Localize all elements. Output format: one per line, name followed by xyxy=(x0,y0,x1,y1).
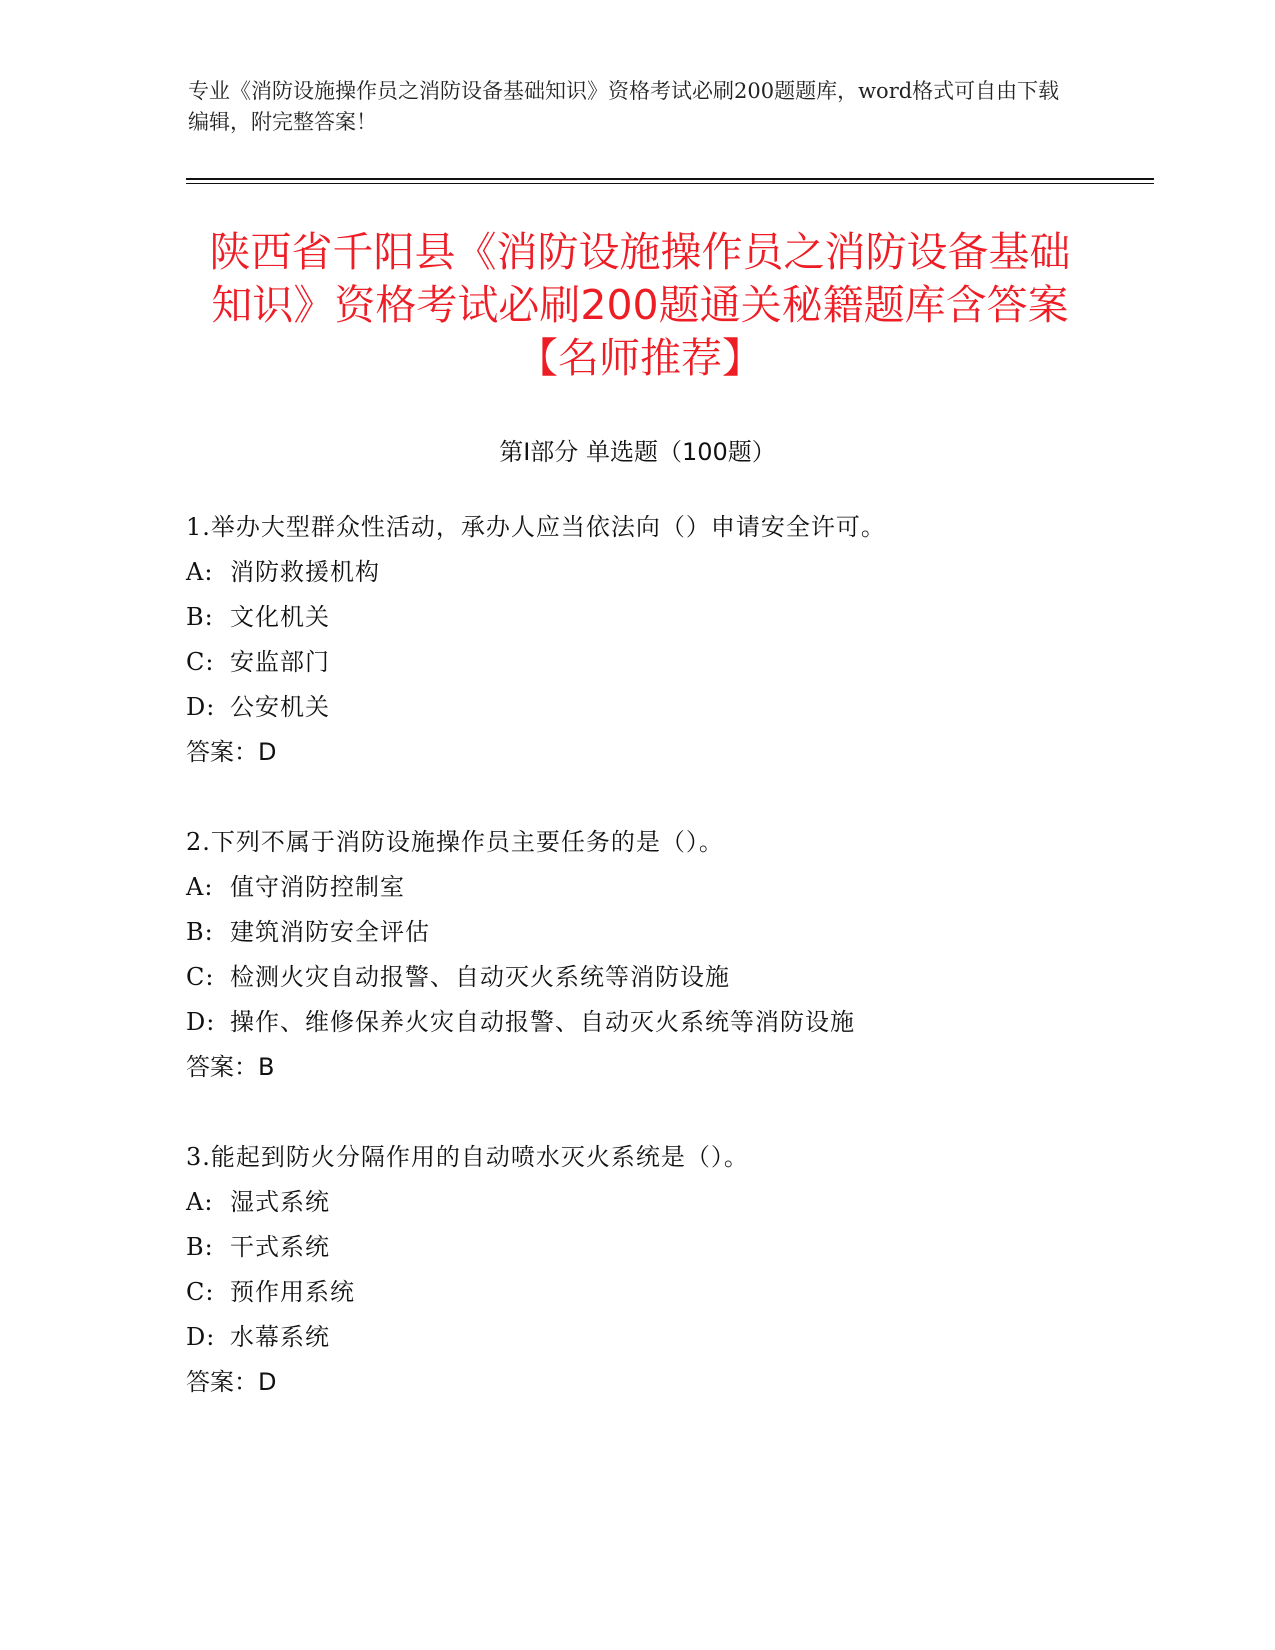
option-text: 干式系统 xyxy=(230,1233,330,1261)
option-text: 公安机关 xyxy=(230,693,330,721)
option-letter: B: xyxy=(186,1233,214,1261)
header-note: 专业《消防设施操作员之消防设备基础知识》资格考试必刷200题题库，word格式可自由下载编辑，附完整答案！ xyxy=(188,79,1060,134)
option-letter: B: xyxy=(186,918,214,946)
option-text: 水幕系统 xyxy=(230,1323,330,1351)
option-text: 消防救援机构 xyxy=(230,558,380,586)
question-stem: 2.下列不属于消防设施操作员主要任务的是（）。 xyxy=(186,828,724,856)
option-text: 检测火灾自动报警、自动灭火系统等消防设施 xyxy=(230,963,730,991)
option-text: 预作用系统 xyxy=(230,1278,355,1306)
option-b xyxy=(186,1225,1146,1270)
document-title: 陕西省千阳县《消防设施操作员之消防设备基础知识》资格考试必刷200题通关秘籍题库含答案【名师推荐】 xyxy=(209,228,1071,382)
question-stem: 1.举办大型群众性活动，承办人应当依法向（）申请安全许可。 xyxy=(186,513,886,541)
header-divider-thin xyxy=(186,183,1154,184)
option-text: 文化机关 xyxy=(230,603,330,631)
header-divider-thick xyxy=(186,178,1154,180)
option-letter: D: xyxy=(186,1008,216,1036)
option-letter: A: xyxy=(186,558,214,586)
option-a xyxy=(186,865,1146,910)
option-letter: C: xyxy=(186,963,215,991)
option-b xyxy=(186,910,1146,955)
option-text: 安监部门 xyxy=(230,648,330,676)
option-text: 湿式系统 xyxy=(230,1188,330,1216)
option-letter: D: xyxy=(186,693,216,721)
option-c xyxy=(186,640,1146,685)
option-text: 操作、维修保养火灾自动报警、自动灭火系统等消防设施 xyxy=(230,1008,855,1036)
option-c xyxy=(186,1270,1146,1315)
option-letter: C: xyxy=(186,1278,215,1306)
option-d xyxy=(186,685,1146,730)
answer-line: 答案：D xyxy=(186,738,277,766)
option-a xyxy=(186,550,1146,595)
question-2 xyxy=(186,820,1146,1090)
answer-line: 答案：B xyxy=(186,1053,275,1081)
question-3 xyxy=(186,1135,1146,1405)
option-text: 值守消防控制室 xyxy=(230,873,405,901)
option-b xyxy=(186,595,1146,640)
option-text: 建筑消防安全评估 xyxy=(230,918,430,946)
answer-line: 答案：D xyxy=(186,1368,277,1396)
option-letter: C: xyxy=(186,648,215,676)
option-letter: B: xyxy=(186,603,214,631)
option-a xyxy=(186,1180,1146,1225)
option-d xyxy=(186,1000,1146,1045)
option-d xyxy=(186,1315,1146,1360)
option-letter: A: xyxy=(186,1188,214,1216)
option-letter: D: xyxy=(186,1323,216,1351)
option-letter: A: xyxy=(186,873,214,901)
question-1 xyxy=(186,505,1146,775)
section-title: 第I部分 单选题（100题） xyxy=(499,438,776,466)
question-stem: 3.能起到防火分隔作用的自动喷水灭火系统是（）。 xyxy=(186,1143,749,1171)
option-c xyxy=(186,955,1146,1000)
